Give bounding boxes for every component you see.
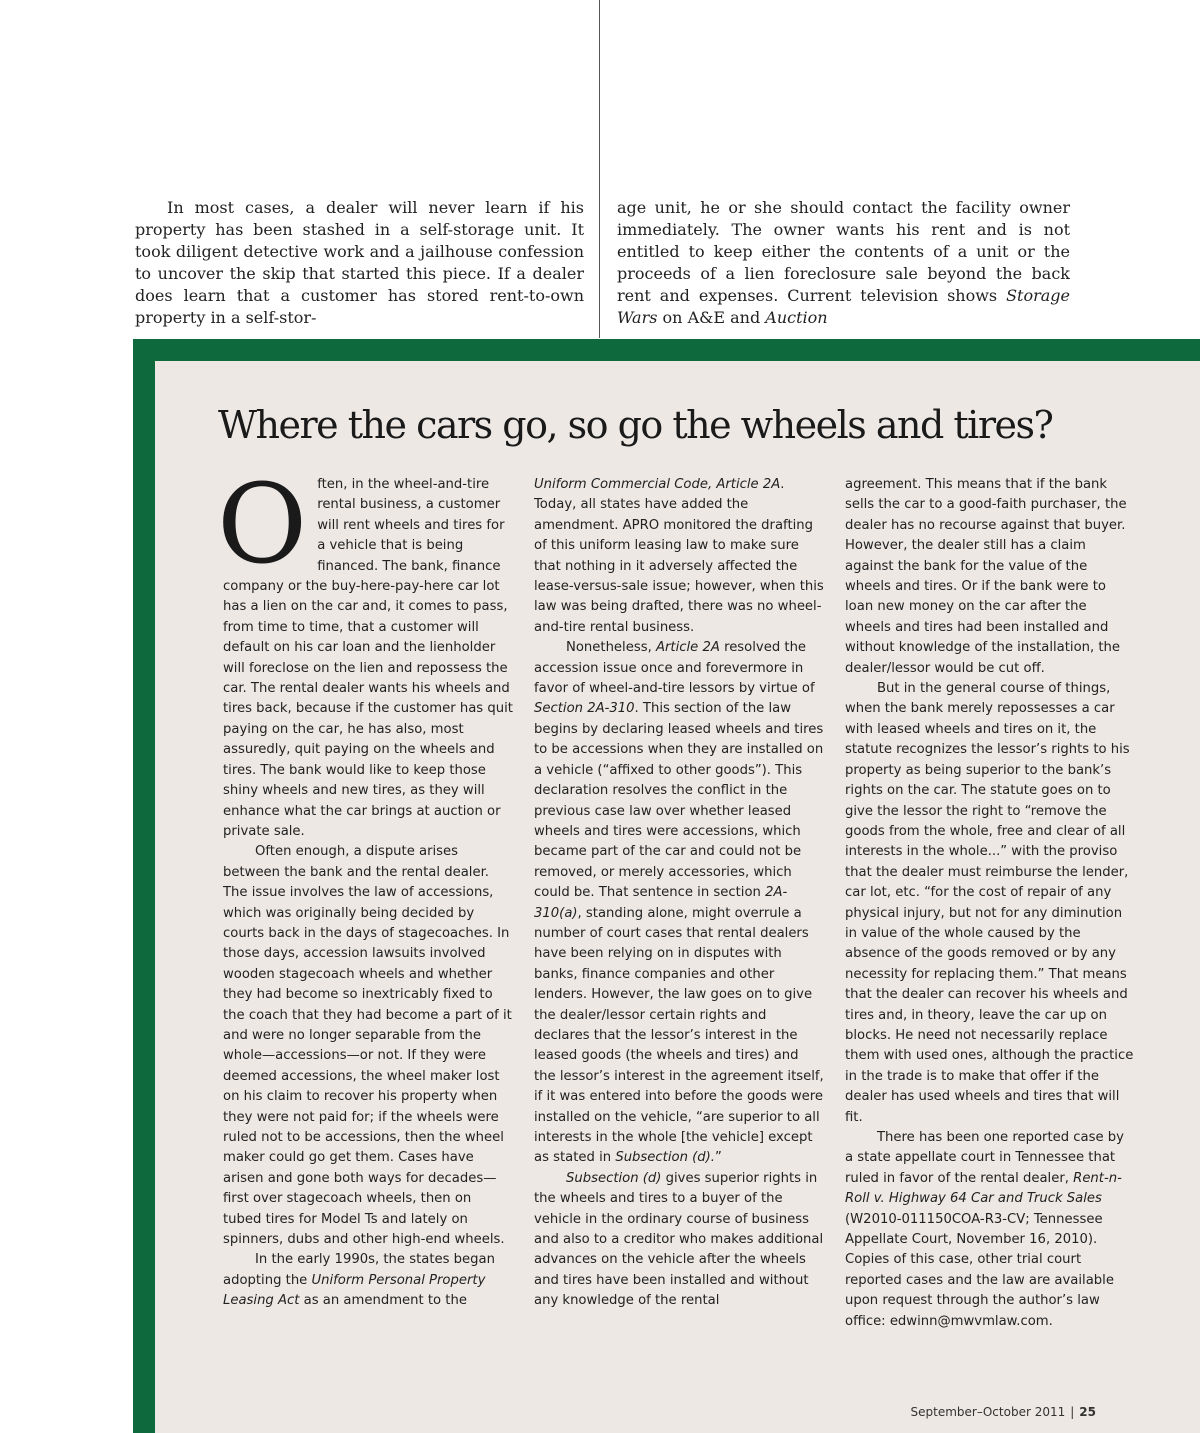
sidebar-column-1 <box>217 460 513 1312</box>
sidebar-title: Where the cars go, so go the wheels and tires? <box>218 403 1053 447</box>
paragraph-7: agreement. This means that if the bank sells the car to a good-faith purchaser, the dealer has no recourse against that buyer. However, the dealer still has a claim against the bank for the value of the wheels and tires. Or if the bank were to loan new money on the car after the wheels and tires had been installed and without knowledge of the installation, the dealer/lessor would be cut off. <box>845 477 1127 676</box>
paragraph-6: Subsection (d) gives superior rights in the wheels and tires to a buyer of the vehicle in the ordinary course of business and also to a creditor who makes additional advances on the vehicle after the wheels and tires have been installed and without any knowledge of the rental <box>534 1170 824 1309</box>
column-divider <box>599 0 600 338</box>
drop-cap: O <box>217 460 308 588</box>
paragraph-1: Often, in the wheel-and-tire rental business, a customer will rent wheels and tires for a vehicle that is being financed. The bank, finance company or the buy-here-pay-here car lot has a lien on the car and, it comes to pass, from time to time, that a customer will default on his car loan and the lienholder will foreclose on the lien and repossess the car. The rental dealer wants his wheels and tires back, because if the customer has quit paying on the car, he has also, most assuredly, quit paying on the wheels and tires. The bank would like to keep those shiny wheels and new tires, as they will enhance what the car brings at auction or private sale. <box>217 460 513 839</box>
sidebar-column-3 <box>845 475 1135 1332</box>
paragraph-4: Uniform Commercial Code, Article 2A. Today, all states have added the amendment. APRO monitored the drafting of this uniform leasing law to make sure that nothing in it adversely affected the lease-versus-sale issue; however, when this law was being drafted, there was no wheel-and-tire rental business. <box>534 477 824 635</box>
paragraph-8: But in the general course of things, when the bank merely repossesses a car with leased wheels and tires on it, the statute recognizes the lessor’s rights to his property as being superior to the bank’s rights on the car. The statute goes on to give the lessor the right to “remove the goods from the whole, free and clear of all interests in the whole...” with the proviso that the dealer must reimburse the lender, car lot, etc. “for the cost of repair of any physical injury, but not for any diminution in value of the whole caused by the absence of the goods removed or by any necessity for replacing them.” That means that the dealer can recover his wheels and tires and, in theory, leave the car up on blocks. He need not necessarily replace them with used ones, although the practice in the trade is to make that offer if the dealer has used wheels and tires that will fit. <box>845 681 1134 1125</box>
footer-separator: | <box>1070 1405 1075 1419</box>
paragraph-5: Nonetheless, Article 2A resolved the accession issue once and forevermore in favor of wheel-and-tire lessors by virtue of Section 2A-310. This section of the law begins by declaring leased wheels and tires to be accessions when they are installed on a vehicle (“affixed to other goods”). This declaration resolves the conflict in the previous case law over whether leased wheels and tires were accessions, which became part of the car and could not be removed, or merely accessories, which could be. That sentence in section 2A-310(a), standing alone, might overrule a number of court cases that rental dealers have been relying on in disputes with banks, finance companies and other lenders. However, the law goes on to give the dealer/lessor certain rights and declares that the lessor’s interest in the leased goods (the wheels and tires) and the lessor’s interest in the agreement itself, if it was entered into before the goods were installed on the vehicle, “are superior to all interests in the whole [the vehicle] except as stated in Subsection (d).” <box>534 640 824 1166</box>
paragraph-3: In the early 1990s, the states began adopting the Uniform Personal Property Leasing Act as an amendment to the <box>223 1252 495 1309</box>
paragraph-9: There has been one reported case by a state appellate court in Tennessee that ruled in favor of the rental dealer, Rent-n-Roll v. Highway 64 Car and Truck Sales (W2010-011150COA-R3-CV; Tennessee Appellate Court, November 16, 2010). Copies of this case, other trial court reported cases and the law are available upon request through the author’s law office: edwinn@mwvmlaw.com. <box>845 1130 1124 1329</box>
sidebar-box <box>133 339 1200 1433</box>
sidebar-column-2 <box>534 475 824 1312</box>
sidebar-panel <box>155 361 1200 1433</box>
page-footer <box>911 1405 1096 1419</box>
top-article-left-column: In most cases, a dealer will never learn if his property has been stashed in a self-storage unit. It took diligent detective work and a jailhouse confession to uncover the skip that started this piece. If a dealer does learn that a customer has stored rent-to-own property in a self-stor- <box>135 198 584 327</box>
issue-date: September–October 2011 <box>910 1405 1066 1419</box>
top-article-right-column: age unit, he or she should contact the facility owner immediately. The owner wants his rent and is not entitled to keep either the contents of a unit or the proceeds of a lien foreclosure sale beyond the back rent and expenses. Current television shows Storage Wars on A&E and Auction <box>617 198 1070 327</box>
paragraph-2: Often enough, a dispute arises between the bank and the rental dealer. The issue involves the law of accessions, which was originally being decided by courts back in the days of stagecoaches. In those days, accession lawsuits involved wooden stagecoach wheels and whether they had become so inextricably fixed to the coach that they had become a part of it and were no longer separable from the whole—accessions—or not. If they were deemed accessions, the wheel maker lost on his claim to recover his property when they were not paid for; if the wheels were ruled not to be accessions, then the wheel maker could go get them. Cases have arisen and gone both ways for decades— first over stagecoach wheels, then on tubed tires for Model Ts and lately on spinners, dubs and other high-end wheels. <box>223 844 512 1248</box>
page-number: 25 <box>1079 1405 1096 1419</box>
